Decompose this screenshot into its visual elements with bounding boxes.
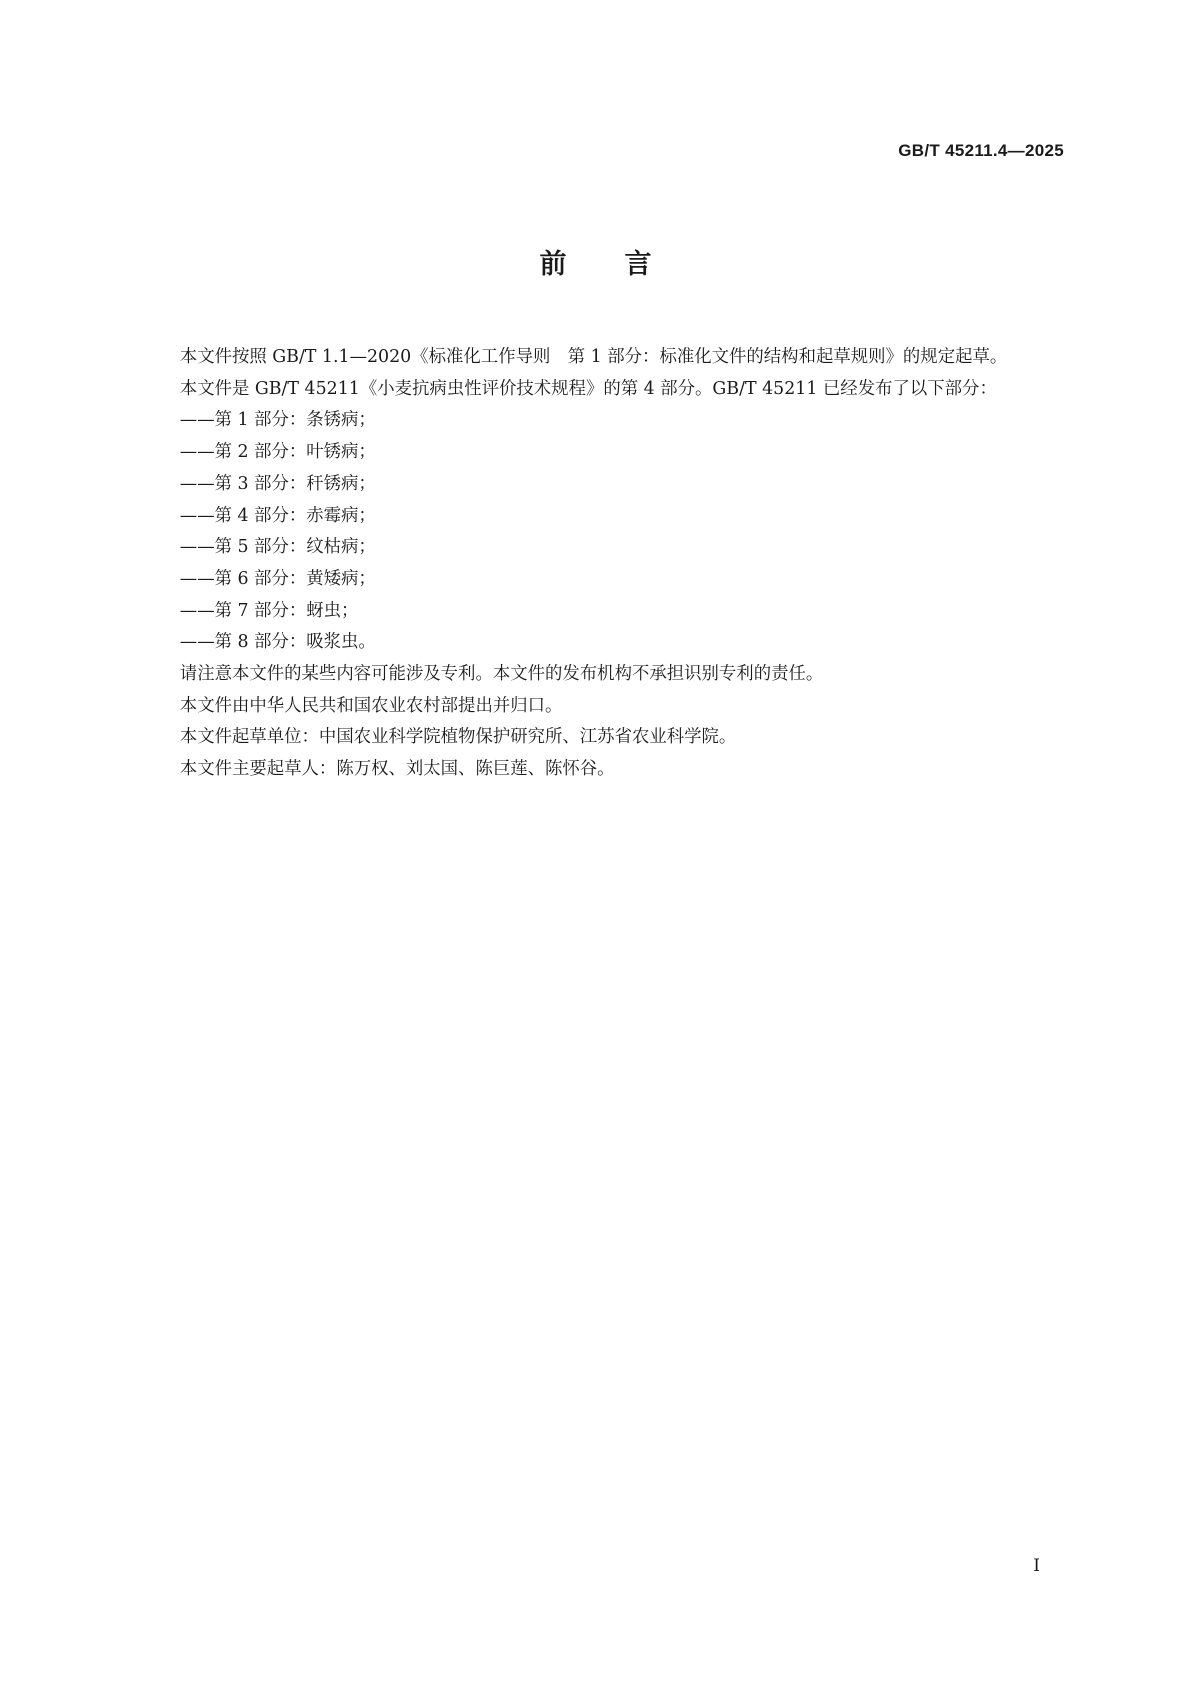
list-item: ——第 5 部分：纹枯病； xyxy=(179,537,376,558)
list-item: ——第 2 部分：叶锈病； xyxy=(179,442,376,463)
list-item: ——第 1 部分：条锈病； xyxy=(179,410,376,431)
page-title: 前言 xyxy=(539,249,710,280)
page-number: I xyxy=(1033,1556,1040,1576)
proposer-paragraph: 本文件由中华人民共和国农业农村部提出并归口。 xyxy=(179,695,563,716)
list-item: ——第 6 部分：黄矮病； xyxy=(179,568,376,589)
preface-body xyxy=(145,342,1067,786)
parts-list xyxy=(145,405,1067,659)
basis-paragraph: 本文件按照 GB/T 1.1—2020《标准化工作导则 第 1 部分：标准化文件的结构和起草规则》的规定起草。 xyxy=(179,347,1008,367)
series-intro-paragraph: 本文件是 GB/T 45211《小麦抗病虫性评价技术规程》的第 4 部分。GB/T 45211 已经发布了以下部分： xyxy=(179,378,997,399)
standard-code: GB/T 45211.4—2025 xyxy=(898,141,1064,160)
list-item: ——第 3 部分：秆锈病； xyxy=(179,473,376,494)
drafting-units-paragraph: 本文件起草单位：中国农业科学院植物保护研究所、江苏省农业科学院。 xyxy=(179,727,737,748)
list-item: ——第 4 部分：赤霉病； xyxy=(179,505,376,526)
drafters-paragraph: 本文件主要起草人：陈万权、刘太国、陈巨莲、陈怀谷。 xyxy=(179,759,615,780)
list-item: ——第 7 部分：蚜虫； xyxy=(179,600,359,621)
list-item: ——第 8 部分：吸浆虫。 xyxy=(179,632,376,653)
patent-notice-paragraph: 请注意本文件的某些内容可能涉及专利。本文件的发布机构不承担识别专利的责任。 xyxy=(179,664,824,685)
